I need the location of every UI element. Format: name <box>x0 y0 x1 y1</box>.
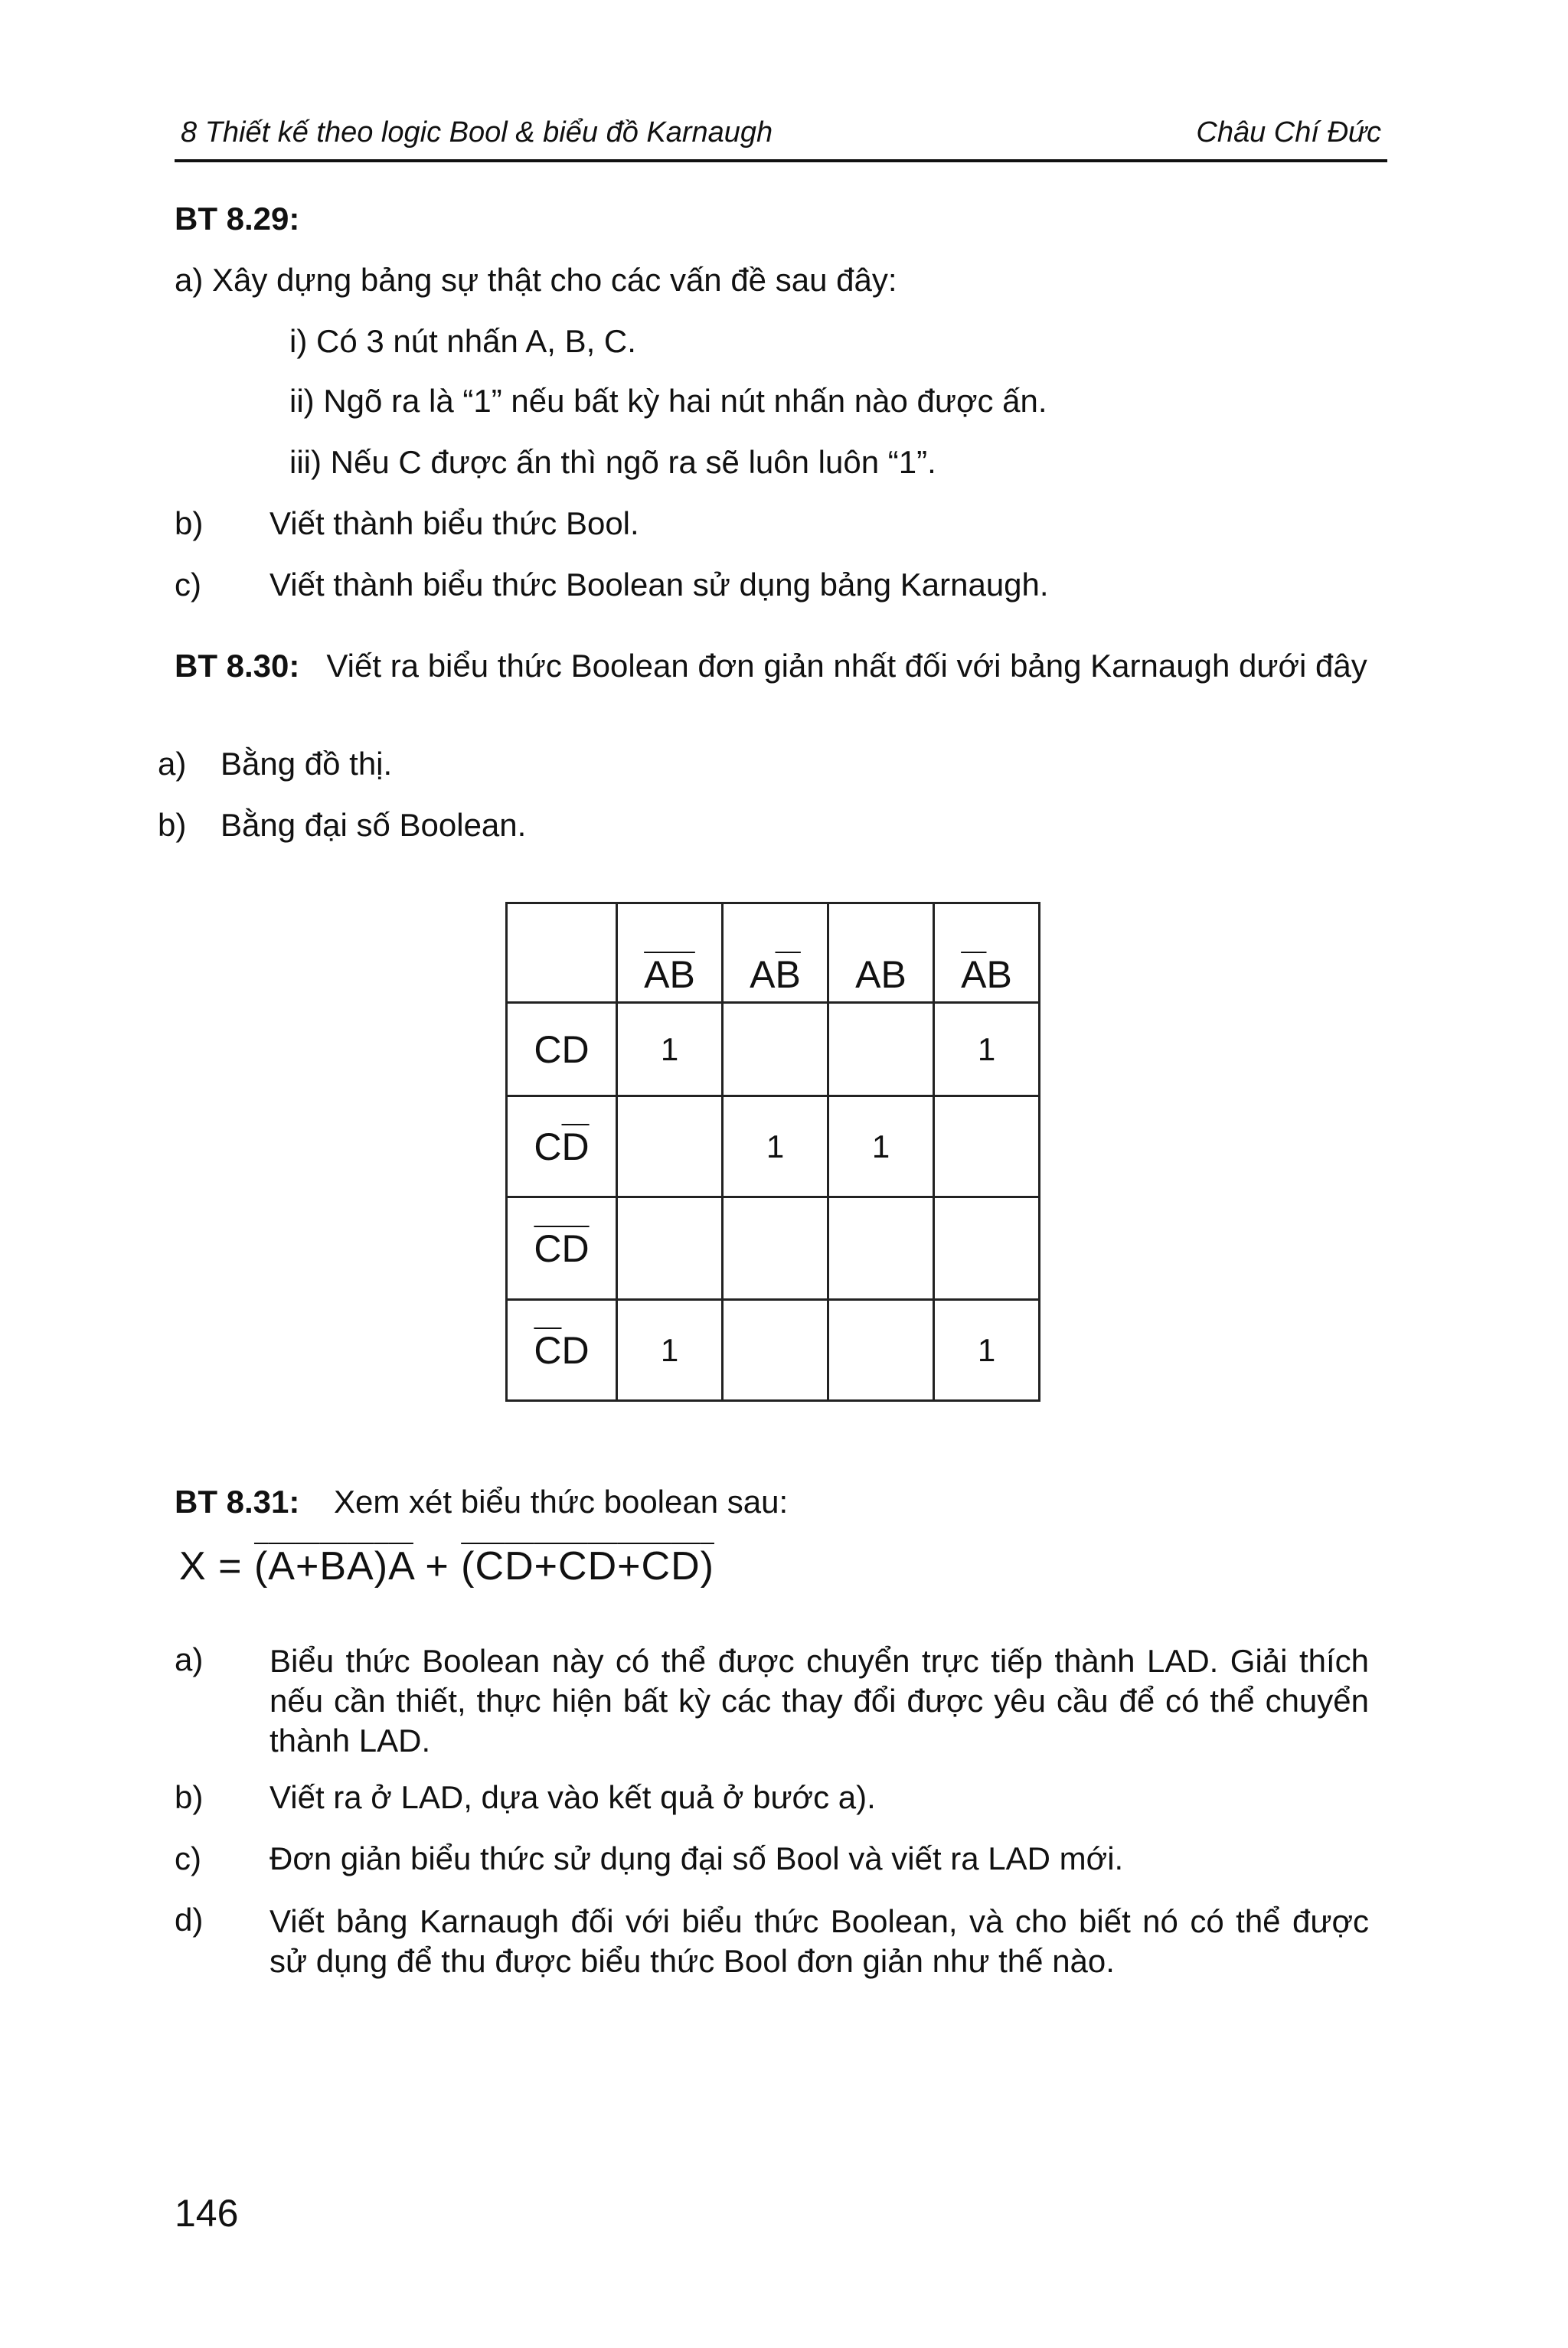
formula-var: D <box>587 1544 618 1589</box>
bt829-a: a) Xây dựng bảng sự thật cho các vấn đề sau đây: <box>175 262 897 298</box>
formula-plus: + <box>295 1544 320 1589</box>
karnaugh-map <box>505 902 1040 1402</box>
formula-plus: + <box>425 1544 449 1589</box>
bt831-item-text: Biểu thức Boolean này có thể được chuyển trực tiếp thành LAD. Giải thích nếu cần thiết, thực hiện bất kỳ các thay đổi được yêu cầu để có thể chuyển thành LAD. <box>270 1643 1369 1759</box>
bt831-item-label: c) <box>175 1840 201 1876</box>
header-rule <box>175 159 1387 162</box>
bt830-title: BT 8.30: <box>175 648 300 684</box>
kmap-cell <box>828 1003 934 1096</box>
kmap-col-var: B <box>880 953 906 996</box>
formula-var: A <box>268 1544 296 1589</box>
formula-var-bar: A <box>388 1544 413 1589</box>
kmap-row-var: D <box>561 1027 590 1071</box>
kmap-row <box>507 1197 1040 1300</box>
kmap-row-header <box>507 1300 617 1401</box>
bt831-text: Xem xét biểu thức boolean sau: <box>334 1484 789 1520</box>
kmap-cell <box>723 1003 828 1096</box>
kmap-cell <box>617 1197 723 1300</box>
formula-var: C <box>641 1544 671 1589</box>
formula-open: ( <box>253 1544 269 1589</box>
bt829-c-label: c) <box>175 567 201 603</box>
kmap-col-var: $\overline{B}$ <box>669 953 695 996</box>
kmap-col-var: A <box>750 953 776 996</box>
bt831-item-label: a) <box>175 1641 204 1677</box>
kmap-col-var: $\overline{B}$ <box>775 953 801 996</box>
formula-term1 <box>254 1544 413 1589</box>
formula-var: D <box>505 1544 534 1589</box>
bt829-i: i) Có 3 nút nhấn A, B, C. <box>289 323 636 359</box>
kmap-row-var: $\overline{D}$ <box>561 1226 590 1270</box>
bt829-iii: iii) Nếu C được ấn thì ngõ ra sẽ luôn luôn “1”. <box>289 444 936 480</box>
kmap-corner-cell <box>507 903 617 1003</box>
kmap-cell: 1 <box>934 1300 1040 1401</box>
formula-plus: + <box>617 1544 642 1589</box>
formula-var: B <box>319 1544 348 1589</box>
kmap-col-header <box>934 903 1040 1003</box>
bt831-item-label: b) <box>175 1779 204 1815</box>
running-header-chapter: 8 Thiết kế theo logic Bool & biểu đồ Karnaugh <box>181 116 773 149</box>
kmap-cell <box>934 1096 1040 1197</box>
kmap-col-header <box>617 903 723 1003</box>
bt831-item-text: Đơn giản biểu thức sử dụng đại số Bool và viết ra LAD mới. <box>270 1840 1124 1876</box>
kmap-row-var: C <box>534 1125 562 1168</box>
kmap-cell: 1 <box>617 1003 723 1096</box>
kmap-col-var: $\overline{A}$ <box>644 953 670 996</box>
kmap-col-var: A <box>855 953 881 996</box>
page-number: 146 <box>175 2192 239 2235</box>
kmap-row <box>507 1300 1040 1401</box>
kmap-row-var: $\overline{C}$ <box>534 1328 562 1372</box>
kmap-row-header <box>507 1197 617 1300</box>
kmap-cell <box>828 1300 934 1401</box>
kmap-row-header <box>507 1003 617 1096</box>
kmap-col-var: B <box>986 953 1012 996</box>
kmap-col-header <box>828 903 934 1003</box>
kmap-cell: 1 <box>828 1096 934 1197</box>
kmap-row-var: D <box>561 1328 590 1372</box>
formula-var: D <box>671 1544 701 1589</box>
kmap-header-row <box>507 903 1040 1003</box>
kmap-cell: 1 <box>617 1300 723 1401</box>
kmap-row <box>507 1003 1040 1096</box>
formula-var: C <box>558 1544 588 1589</box>
formula-lhs: X <box>179 1544 207 1589</box>
kmap-row <box>507 1096 1040 1197</box>
running-header-author: Châu Chí Đức <box>1196 116 1381 149</box>
boolean-formula <box>179 1543 714 1589</box>
bt830-text: Viết ra biểu thức Boolean đơn giản nhất đối với bảng Karnaugh dưới đây <box>326 648 1367 684</box>
kmap-row-var: $\overline{C}$ <box>534 1226 562 1270</box>
kmap-col-var: $\overline{A}$ <box>961 953 987 996</box>
bt829-ii: ii) Ngõ ra là “1” nếu bất kỳ hai nút nhấn nào được ấn. <box>289 383 1047 419</box>
kmap-row-var: C <box>534 1027 562 1071</box>
kmap-cell <box>723 1197 828 1300</box>
kmap-cell <box>723 1300 828 1401</box>
kmap-cell: 1 <box>723 1096 828 1197</box>
bt830-b-text: Bằng đại số Boolean. <box>220 807 527 843</box>
formula-plus: + <box>534 1544 558 1589</box>
bt829-title: BT 8.29: <box>175 201 300 237</box>
bt831-item-text: Viết bảng Karnaugh đối với biểu thức Boolean, và cho biết nó có thể được sử dụng để thu được biểu thức Bool đơn giản như thế nào. <box>270 1903 1369 1979</box>
bt831-item-label: d) <box>175 1902 204 1938</box>
bt829-b-text: Viết thành biểu thức Bool. <box>270 505 639 541</box>
formula-open: ( <box>461 1544 475 1589</box>
kmap-cell <box>934 1197 1040 1300</box>
kmap-col-header <box>723 903 828 1003</box>
kmap-row-header <box>507 1096 617 1197</box>
formula-var: C <box>475 1544 505 1589</box>
kmap-row-var: $\overline{D}$ <box>561 1125 590 1168</box>
formula-eq: = <box>218 1544 243 1589</box>
formula-close: ) <box>700 1544 714 1589</box>
bt830-a-label: a) <box>158 746 187 782</box>
formula-term2 <box>461 1544 714 1589</box>
bt829-b-label: b) <box>175 505 204 541</box>
bt830-paragraph <box>175 646 1369 686</box>
bt830-b-label: b) <box>158 807 187 843</box>
bt831-title: BT 8.31: <box>175 1484 300 1520</box>
kmap-cell <box>617 1096 723 1197</box>
bt829-c-text: Viết thành biểu thức Boolean sử dụng bảng Karnaugh. <box>270 567 1049 603</box>
bt830-a-text: Bằng đồ thị. <box>220 746 393 782</box>
formula-close: ) <box>374 1544 389 1589</box>
kmap-cell <box>828 1197 934 1300</box>
formula-var-bar: A <box>347 1544 374 1589</box>
kmap-cell: 1 <box>934 1003 1040 1096</box>
bt831-item-text: Viết ra ở LAD, dựa vào kết quả ở bước a). <box>270 1779 876 1815</box>
